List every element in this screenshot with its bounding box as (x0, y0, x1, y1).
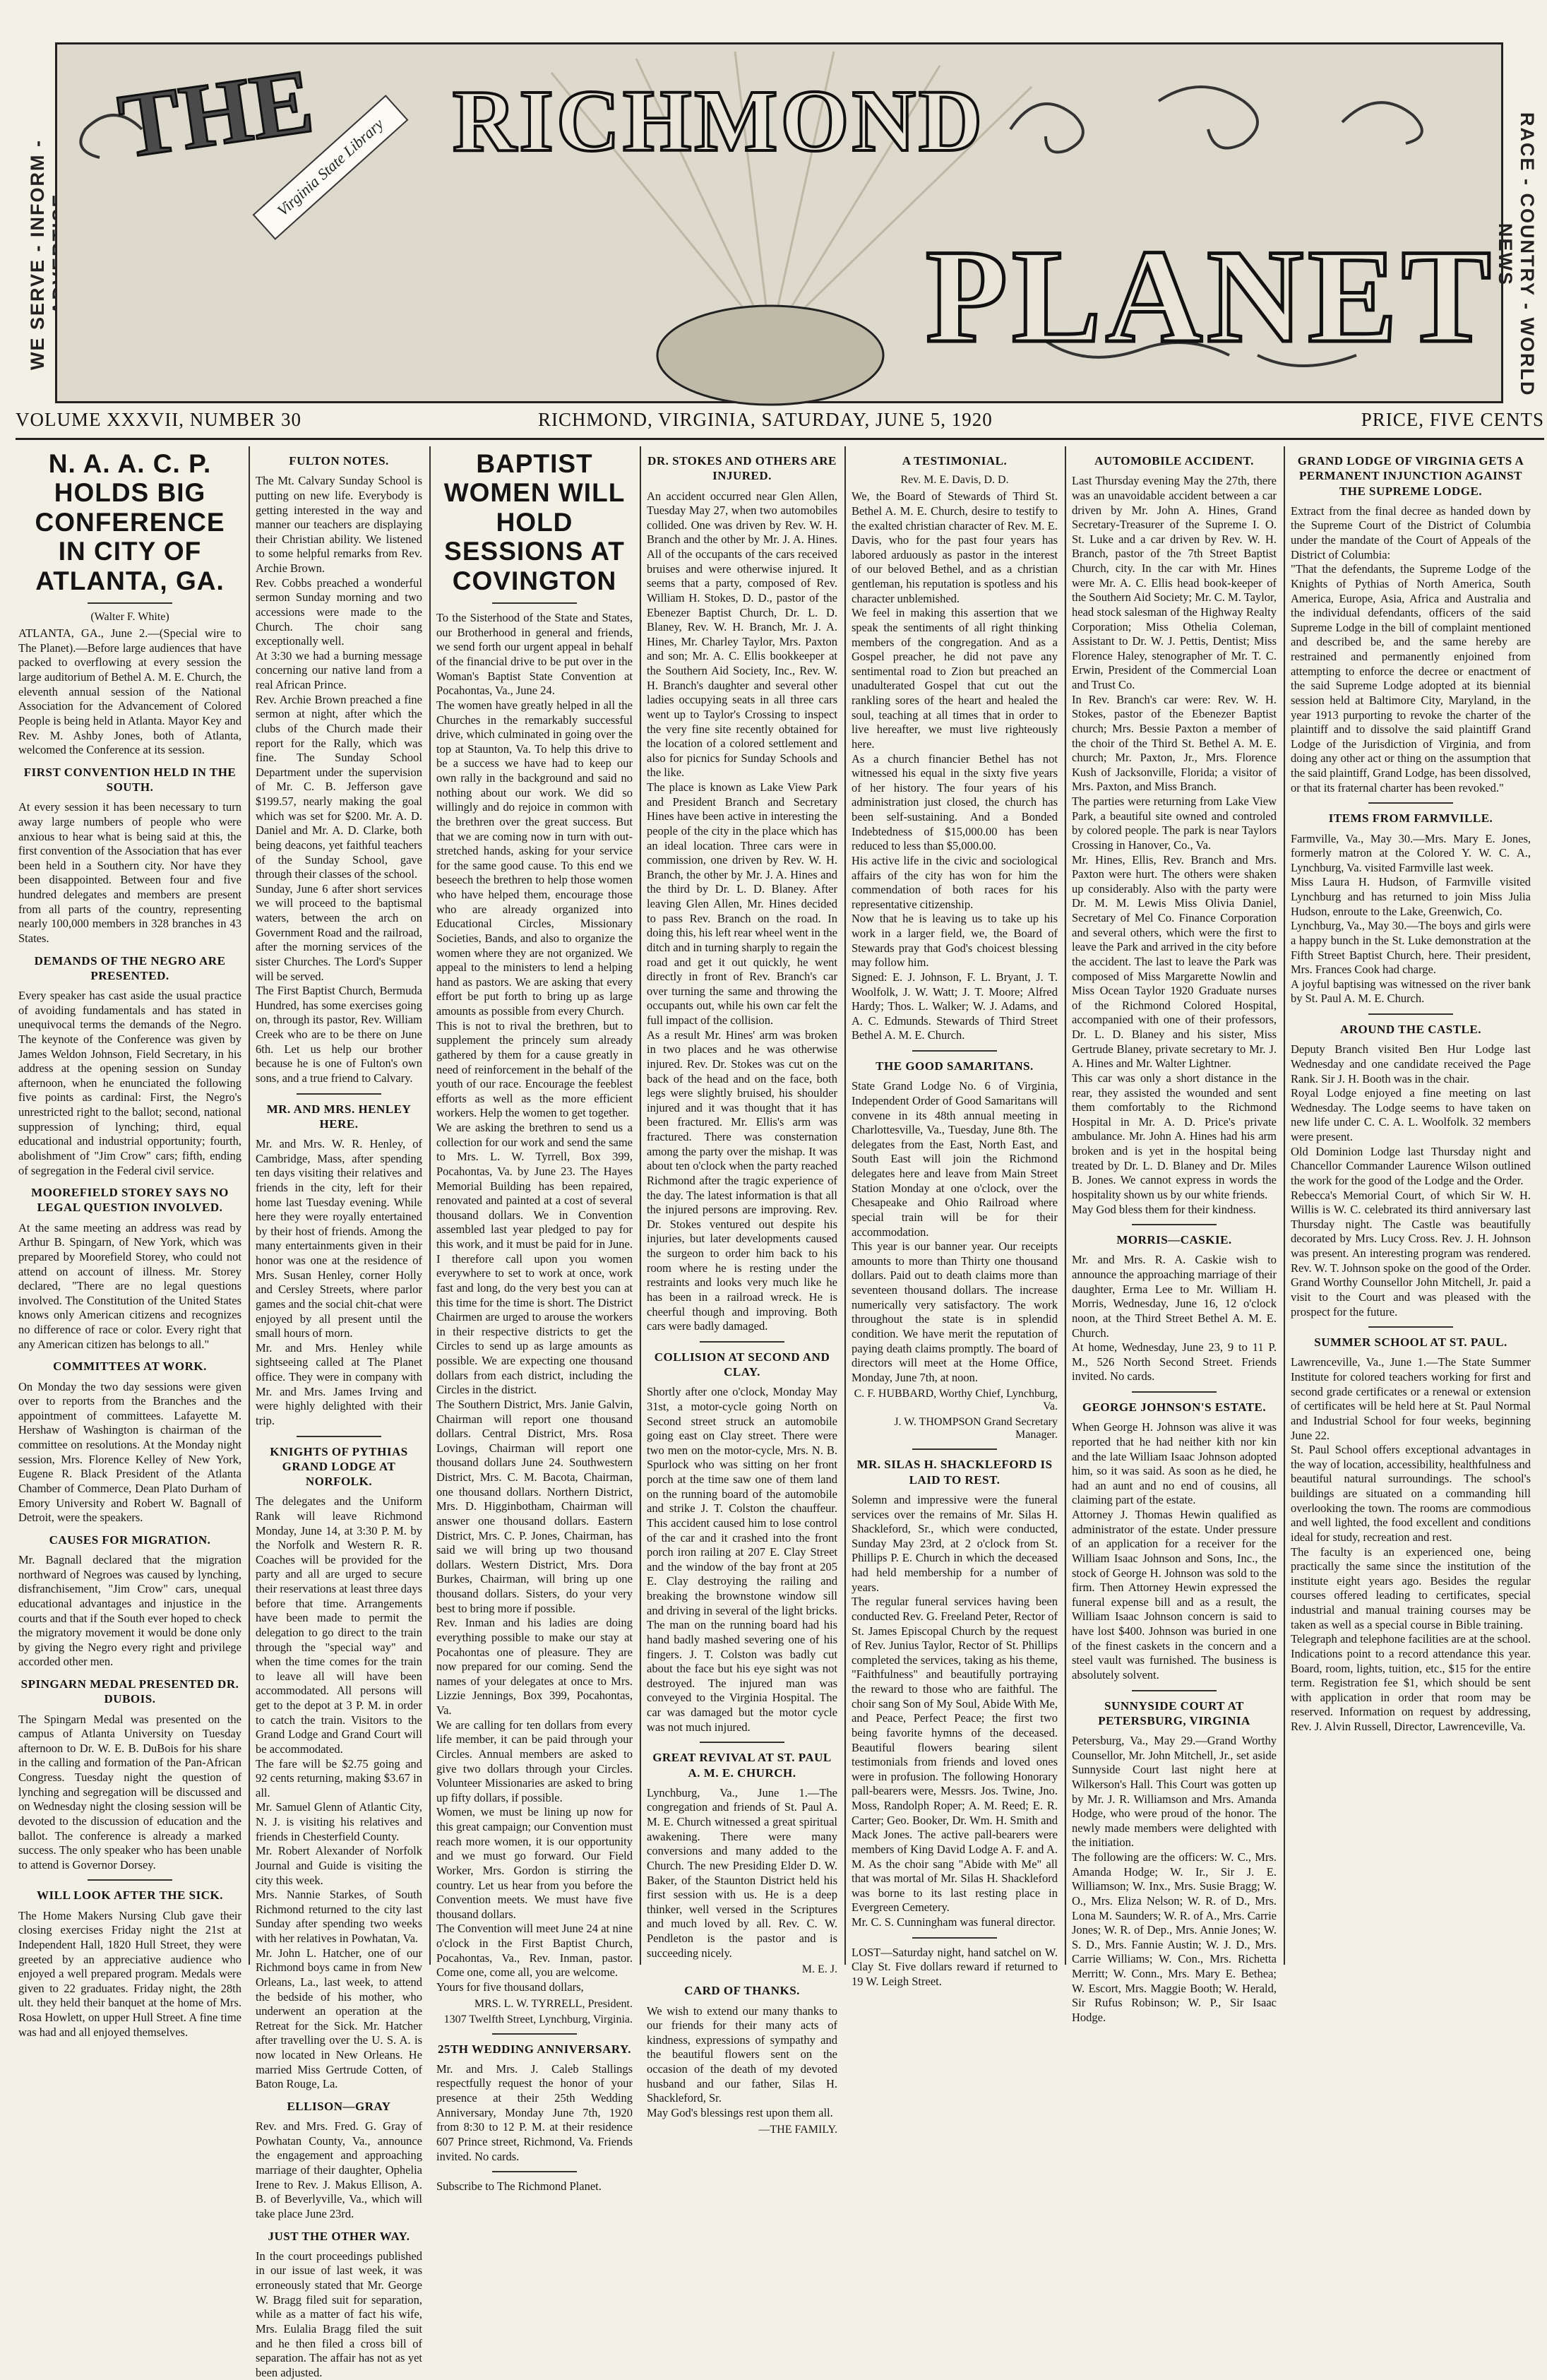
article-paragraph: This year is our banner year. Our receipts amounts to more than Thirty one thousand dollars. Paid out to death claims more than seventeen thousand dollars. The increase numerically very satisfactory. The work throughout the state is in splendid condition. We have merit the reputation of paying death claims promptly. The board of directors will meet at the Home Office, Monday, June 7th, at noon. (852, 1239, 1058, 1384)
article-paragraph: Rev. Archie Brown preached a fine sermon at night, after which the clubs of the Church made their report for the Rally, which was fine. The Sunday School Department under the supervision of Mr. C. B. Jefferson gave $199.57, nearly making the goal which was set for $200. Mr. A. D. Daniel and Mr. A. D. Clarke, both being deacons, yet faithful teachers of the Sunday School, gave through their classes of the school. (256, 692, 422, 881)
signature: C. F. HUBBARD, Worthy Chief, Lynchburg, Va. (854, 1388, 1058, 1413)
title-planet: PLANET (926, 222, 1495, 371)
article-heading: MR. SILAS H. SHACKLEFORD IS LAID TO REST. (856, 1458, 1053, 1487)
article-paragraph: The faculty is an experienced one, being practically the same since the institution of the institute eight years ago. Besides the regular courses offered leading to certificates, special industrial and manual training courses may be taken as well as a special course in Bible training. (1291, 1545, 1531, 1631)
place-and-date: RICHMOND, VIRGINIA, SATURDAY, JUNE 5, 1920 (538, 409, 993, 430)
column-rule (249, 446, 250, 1965)
divider (492, 602, 577, 604)
article-paragraph: This car was only a short distance in the rear, they assisted the wounded and sent them comfortably to the Richmond Hospital in Mr. A. D. Price's private ambulance. Mr. John A. Hines had his arm broken and is yet in the hospital being treated by Dr. L. D. Blaney and Dr. Miles B. Jones. We cannot express in words the hospitality shown us by our white friends. (1072, 1071, 1277, 1201)
dateline (16, 406, 1544, 436)
column-6 (1072, 446, 1277, 2024)
signature: —THE FAMILY. (758, 2123, 837, 2136)
article-paragraph: We feel in making this assertion that we speak the sentiments of all right thinking members of the congregation. And as a Gospel preacher, he did not pave any sentimental road to Zion but preached an unadulterated Gospel that cut out the rankling sores of the heart and healed the soul, teaching at all times that in order to live hereafter, we must live righteously here. (852, 606, 1058, 751)
signature-address: 1307 Twelfth Street, Lynchburg, Virginia. (443, 2013, 633, 2025)
article-paragraph: The place is known as Lake View Park and President Branch and Secretary Hines have been active in interesting the people of the city in the place which has an ideal location. Three cars were in commission, one driven by Rev. W. H. Branch, the other by Mr. J. A. Hines and the third by Dr. L. D. Blaney. After leaving Glen Allen, Mr. Hines decided to pass Rev. Branch on the road. In doing this, his left rear wheel went in the ditch and in turning sharply to regain the road and get it out quickly, he went directly in front of Rev. Branch's car over turning the same and throwing the occupants out, while his own car felt the full impact of the collision. (647, 780, 837, 1027)
article-paragraph: The Southern District, Mrs. Janie Galvin, Chairman will report one thousand dollars. Central District, Mrs. Rosa Lovings, Chairman will report one thousand dollars June 24. Southwestern District, Mrs. C. M. Bacota, Chairman, one thousand dollars. Northern District, Mrs. D. Higginbotham, Chairman will answer one thousand dollars. Eastern District, Mrs. C. P. Jones, Chairman, has said we will bring up two thousand dollars. Western District, Mrs. Dora Burkes, Chairman, will bring up one thousand dollars. Sisters, do your very best to bring more if possible. (436, 1397, 633, 1615)
column-rule (1065, 446, 1066, 1965)
article-paragraph: At home, Wednesday, June 23, 9 to 11 P. M., 526 North Second Street. Friends invited. No cards. (1072, 1340, 1277, 1384)
signature: M. E. J. (801, 1963, 837, 1976)
article-paragraph: An accident occurred near Glen Allen, Tuesday May 27, when two automobiles collided. One was driven by Rev. W. H. Branch and the other by Mr. J. A. Hines. All of the occupants of the cars received bruises and were otherwise injured. It seems that a party, composed of Rev. William H. Stokes, D. D., pastor of the Ebenezer Baptist Church, Dr. L. D. Blaney, Rev. W. H. Branch, Mr. J. A. Hines, Mr. Charley Taylor, Mrs. Paxton and son; Mr. A. C. Ellis bookkeeper at the Southern Aid Society, Inc., Rev. W. H. Branch's daughter and several other ladies occupying seats in all three cars went up to Taylor's Crossing to inspect the very fine site recently obtained for the location of a colored settlement and also for picnics for Sunday Schools and the like. (647, 489, 837, 780)
article-paragraph: Miss Laura H. Hudson, of Farmville visited Lynchburg and has returned to join Miss Julia Hudson, enroute to the Lake, Greenwich, Co. (1291, 875, 1531, 918)
column-rule (1284, 446, 1285, 1965)
article-heading: MR. AND MRS. HENLEY HERE. (266, 1102, 412, 1131)
divider (1368, 802, 1453, 804)
article-paragraph: The following are the officers: W. C., Mrs. Amanda Hodge; W. Ir., Sir J. E. Williamson; W. Inx., Mrs. Susie Bragg; W. O., Mrs. Eliza Nelson; W. R. of D., Mrs. Lona M. Saunders; W. R. of A., Mrs. Carrie Jones; W. R. of Dep., Mrs. Annie Jones; W. S. D., Mrs. Fannie Austin; W. J. D., Mrs. Carrie Williams; W. Con., Mrs. Richetta Merritt; W. Conn., Mrs. Mary E. Bethea; W. Escort, Mrs. Maggie Booth; W. Herald, Sir Rufus Robinson; W. P., Sir Isaac Hodge. (1072, 1850, 1277, 2024)
masthead-banner (55, 42, 1503, 403)
article-heading: SUNNYSIDE COURT AT PETERSBURG, VIRGINIA (1098, 1698, 1250, 1727)
article-paragraph: The Convention will meet June 24 at nine o'clock in the First Baptist Church, Pocahontas, Va., Rev. Inman, pastor. Come one, come all, you are welcome. (436, 1922, 633, 1980)
article-paragraph: A joyful baptising was witnessed on the river bank by St. Paul A. M. E. Church. (1291, 977, 1531, 1006)
article-paragraph: Last Thursday evening May the 27th, there was an unavoidable accident between a car driven by Mr. John A. Hines, Grand Secretary-Treasurer of the Supreme I. O. St. Luke and a car driven by Rev. W. H. Branch, pastor of the 7th Street Baptist Church, city. In the car with Mr. Hines were Mr. A. C. Ellis head book-keeper of the Southern Aid Society; Mr. C. M. Taylor, head stock salesman of the Highway Realty Corporation; Miss Othelia Coleman, Assistant to Dr. W. J. Pettis, Dentist; Miss Florence Haley, stenographer of Mr. T. C. Erwin, President of the Commercial Loan and Trust Co. (1072, 474, 1277, 691)
subheading: FIRST CONVENTION HELD IN THE SOUTH. (23, 765, 237, 795)
article-heading: GRAND LODGE OF VIRGINIA GETS A PERMANENT INJUNCTION AGAINST THE SUPREME LODGE. (1297, 454, 1524, 498)
article-paragraph: The First Baptist Church, Bermuda Hundred, has some exercises going on, through its pastor, Rev. William Creek who are to be there on June 6th. Let us help our brother because he is one of Fulton's own sons, and a true friend to Calvary. (256, 984, 422, 1085)
article-heading: MORRIS—CASKIE. (1116, 1233, 1232, 1247)
article-heading: THE GOOD SAMARITANS. (876, 1059, 1034, 1073)
divider (88, 1879, 172, 1881)
article-paragraph: The fare will be $2.75 going and 92 cents returning, making $3.67 in all. (256, 1756, 422, 1799)
article-paragraph: May God's blessings rest upon them all. (647, 2105, 833, 2119)
signature: J. W. THOMPSON Grand Secretary Manager. (894, 1416, 1058, 1441)
article-paragraph: His active life in the civic and sociological affairs of the city has won for him the commendation of both races for his representative citizenship. (852, 853, 1058, 911)
dateline-rule (16, 438, 1544, 440)
article-heading: ITEMS FROM FARMVILLE. (1328, 811, 1493, 826)
article-paragraph: Telegraph and telephone facilities are at the school. Indications point to a record attendance this year. Board, room, lights, tuition, etc., $15 for the entire term. Registration fee $1, which should be sent with application in order that room may be reserved. Information on request by addressing, Rev. J. Alvin Russell, Director, Lawrenceville, Va. (1291, 1632, 1531, 1733)
column-2 (256, 446, 422, 2379)
subheading: SPINGARN MEDAL PRESENTED DR. DUBOIS. (20, 1677, 239, 1706)
signature: MRS. L. W. TYRRELL, President. (474, 1997, 633, 2010)
divider (700, 1742, 784, 1743)
article-paragraph: To the Sisterhood of the State and States, our Brotherhood in general and friends, we send forth our urgent appeal in behalf of the financial drive to be put over in the Woman's Baptist State Convention at Pocahontas, Va., June 24. (436, 611, 633, 698)
divider (1132, 1224, 1217, 1225)
article-paragraph: We are asking the brethren to send us a collection for our work and send the same to Mrs. L. W. Tyrrell, Box 399, Pocahontas, Va. by June 23. The Hayes Memorial Building has been repaired, renovated and painted at a cost of several thousand dollars. We in Convention assembled last year pledged to pay for this work, and it must be paid for in June. I therefore call upon you women everywhere to set to work at once, work fast and long, do the very best you can at this time for the time is short. The District Chairmen are urged to arouse the workers in their respective districts to get the Circles to send up as large amounts as possible. We are expecting one thousand dollars from each district, including the Circles in the district. (436, 1121, 633, 1397)
article-paragraph: Rev. Inman and his ladies are doing everything possible to make our stay at Pocahontas one of pleasure. They are now prepared for our coming. Send the names of your delegates at once to Mrs. Lizzie Jennings, Box 399, Pocahontas, Va. (436, 1616, 633, 1718)
article-paragraph: We wish to extend our many thanks to our friends for their many acts of kindness, expressions of sympathy and the beautiful flowers sent on the occasion of the death of my devoted husband and our father, Silas H. Shackleford, Sr. (647, 2004, 837, 2105)
divider (297, 1436, 381, 1437)
divider (912, 1050, 997, 1052)
article-paragraph: The Mt. Calvary Sunday School is putting on new life. Everybody is getting interested in the way and manner our teachers are displaying their Christian ability. We listened to some helpful remarks from Rev. Archie Brown. (256, 474, 422, 575)
article-heading: AROUND THE CASTLE. (1340, 1023, 1481, 1036)
article-paragraph: Mr. Hines, Ellis, Rev. Branch and Mrs. Paxton were hurt. The others were shaken up considerably. Also with the party were Dr. M. M. Lewis Miss Olivia Daniel, Secretary of Mel Co. Finance Corporation and several others, which were the first to leave the Park and arrived in the city before the accident. The last to leave the Park was composed of Miss Margarette Nowlin and Miss Ocean Taylor 1920 Graduate nurses of the Richmond Colored Hospital, accompanied with one of their professors, Dr. L. D. Blaney and his sister, Miss Gertrude Blaney, private secretary to Mr. J. A. Hines and Mr. Walter Lightner. (1072, 852, 1277, 1071)
divider (1368, 1013, 1453, 1015)
title-the: THE (112, 49, 319, 178)
article-paragraph: Rev. Cobbs preached a wonderful sermon Sunday morning and two accessions were made to the Church. The choir sang exceptionally well. (256, 576, 422, 648)
article-paragraph: St. Paul School offers exceptional advantages in the way of location, accessibility, healthfulness and beautiful natural surroundings. The school's buildings are situated on a commanding hill overlooking the town. The rooms are commodious and well lighted, the food excellent and conditions ideal for study, recreation and rest. (1291, 1443, 1531, 1544)
article-paragraph: Attorney J. Thomas Hewin qualified as administrator of the estate. Under pressure of an application for a receiver for the William Isaac Johnson and Sons, Inc., the stock of George H. Johnson was sold to the firm. Then Attorney Hewin expressed the funeral expense bill and as a result, the William Isaac Johnson concern is said to have lost $400. Johnson was buried in one of the finest caskets in the concern and a steel vault was furnished. The business is absolutely solvent. (1072, 1508, 1277, 1682)
article-paragraph: As a result Mr. Hines' arm was broken in two places and he was otherwise injured. Rev. Dr. Stokes was cut on the back of the head and on the face, both legs were slightly bruised, his shoulder injured and it was thought that it has been fractured. Mr. Ellis's arm was fractured. There was consternation among the party over the mishap. It was about ten o'clock when the party reached Richmond after the tragic experience of the day. The latest information is that all the injured persons are improving. Rev. Dr. Stokes ventured out despite his injuries, but later developments caused the surgeon to order him back to his room where he is resting under the restraints and looks very much like he has been in a railroad wreck. He is cheerful though and improving. Both cars were badly damaged. (647, 1028, 837, 1333)
headline-baptist-women: BAPTIST WOMEN WILL HOLD SESSIONS AT COVINGTON (443, 449, 626, 595)
article-paragraph: Mr. Samuel Glenn of Atlantic City, N. J. is visiting his relatives and friends in Chesterfield County. (256, 1800, 422, 1843)
library-stamp: Virginia State Library (253, 95, 409, 240)
subheading: DEMANDS OF THE NEGRO ARE PRESENTED. (34, 953, 226, 982)
article-paragraph: Mrs. Nannie Starkes, of South Richmond returned to the city last Sunday after spending two weeks with her relatives in Powhatan, Va. (256, 1888, 422, 1945)
article-paragraph: Mr. and Mrs. Henley while sightseeing called at The Planet office. They were in company with Mr. and Mrs. James Irving and were highly delighted with their trip. (256, 1340, 422, 1427)
article-paragraph: The regular funeral services having been conducted Rev. G. Freeland Peter, Rector of St. James Episcopal Church by the request of Rev. Junius Taylor, Rector of St. Phillips completed the services, taking as his theme, "Faithfulness" and beautifully portraying the reward to those who are faithful. The choir sang Son of My Soul, Abide With Me, and Peace, Perfect Peace; the first two being favorite hymns of the deceased. Beautiful flowers bearing silent testimonials from friends and loved ones were in profusion. The following Honorary pall-bearers were, Messrs. Jos. Twine, Jno. Moss, Randolph Roper; A. M. Reed; E. R. Carter; Geo. Booker, Dr. Wm. H. Smith and Mack Jones. The active pall-bearers were members of King David Lodge A. F. and A. M. As the choir sang "Abide with Me" all that was mortal of Mr. Silas H. Shackleford was borne to its last resting place in Evergreen Cemetery. (852, 1595, 1058, 1915)
article-paragraph: Women, we must be lining up now for this great campaign; our Convention must reach more women, it is our opportunity and we must go forward. Our Field Worker, Mrs. Gordon is stirring the country. Let us hear from you before the Convention meets. We must have five thousand dollars. (436, 1805, 633, 1921)
divider (1368, 1326, 1453, 1328)
article-heading: GREAT REVIVAL AT ST. PAUL A. M. E. CHURCH. (652, 1751, 832, 1780)
byline: Rev. M. E. Davis, D. D. (900, 474, 1009, 487)
subheading: WILL LOOK AFTER THE SICK. (37, 1888, 223, 1903)
article-paragraph: The delegates and the Uniform Rank will leave Richmond Monday, June 14, at 3:30 P. M. by the Norfolk and Western R. R. Coaches will be provided for the party and all are urged to secure their reservations at least three days before that time. Arrangements have been made to permit the delegation to go direct to the train through the "special way" and when the time comes for the train to leave all will have been accommodated. All persons will get to the depot at 3 P. M. in order to catch the train. Visitors to the Grand Lodge and Grand Court will be accommodated. (256, 1494, 422, 1756)
article-paragraph: Every speaker has cast aside the usual practice of avoiding fundamentals and has stated in unequivocal terms the demands of the Negro. The keynote of the Conference was given by James Weldon Johnson, Field Secretary, in his address at the opening session on Sunday afternoon, when he enunciated the following five points as cardinal: First, the Negro's unrestricted right to the ballot; second, national suppression of lynching; third, equal educational and industrial opportunity; fourth, abolishment of "Jim Crow" cars; fifth, ending of segregation in the Federal civil service. (18, 989, 241, 1177)
subheading: CAUSES FOR MIGRATION. (49, 1533, 211, 1547)
article-heading: AUTOMOBILE ACCIDENT. (1094, 454, 1254, 468)
article-paragraph: We, the Board of Stewards of Third St. Bethel A. M. E. Church, desire to testify to the exalted christian character of Rev. M. E. Davis, who for the past four years has labored arduously as pastor in the interest of our beloved Bethel, and as a christian gentleman, his reputation is spotless and his character unblemished. (852, 489, 1058, 605)
article-paragraph: Solemn and impressive were the funeral services over the remains of Mr. Silas H. Shackleford, Sr., which were conducted, Sunday May 23rd, at 2 o'clock from St. Phillips P. E. Church in which the deceased had held membership for a number of years. (852, 1492, 1058, 1594)
article-paragraph: Mr. Bagnall declared that the migration northward of Negroes was caused by lynching, disfranchisement, "Jim Crow" cars, unequal educational advantages and injustice in the courts and that if the South ever hoped to check the migratory movement it would be done only by giving the Negro every right and privilege accorded other men. (18, 1553, 241, 1669)
article-paragraph: Sunday, June 6 after short services we will proceed to the baptismal waters, between the arch on Government Road and the railroad, after the morning services of the sister Churches. The Lord's Supper will be served. (256, 881, 422, 983)
divider (297, 1093, 381, 1095)
article-paragraph: State Grand Lodge No. 6 of Virginia, Independent Order of Good Samaritans will convene in its 48th annual meeting in Charlottesville, Va., Tuesday, June 8th. The delegates from the East, North East, and South East will join the Richmond delegates here and leave from Main Street Station Monday at one o'clock, over the Chesapeake and Ohio Railroad where special train will be for their accommodation. (852, 1079, 1058, 1239)
divider (1132, 1391, 1217, 1393)
article-paragraph: Now that he is leaving us to take up his work in a larger field, we, the Board of Stewards pray that God's choicest blessing may follow him. (852, 912, 1058, 970)
column-3 (436, 446, 633, 2194)
article-paragraph: Signed: E. J. Johnson, F. L. Bryant, J. T. Woolfolk, J. W. Watt; J. T. Moore; Alfred Hardy; Thos. L. Walker; W. J. Adams, and A. C. Edmunds. Stewards of Third Street Bethel A. M. E. Church. (852, 970, 1058, 1042)
article-paragraph: Old Dominion Lodge last Thursday night and Chancellor Commander Laurence Wilson outlined the work for the good of the Lodge and the Order. (1291, 1144, 1531, 1187)
divider (912, 1937, 997, 1939)
column-rule (844, 446, 846, 1965)
article-paragraph: We are calling for ten dollars from every life member, it can be paid through your Circles. Annual members are asked to give two dollars through your Circles. Volunteer Missionaries are asked to bring up fifty dollars, if possible. (436, 1718, 633, 1804)
column-5 (852, 446, 1058, 1988)
article-heading: A TESTIMONIAL. (902, 454, 1008, 468)
article-paragraph: At every session it has been necessary to turn away large numbers of people who were anxious to hear what is being said at this, the first convention of the Association that has ever been held in a Southern city. Nor have they been disappointed. Between four and five hundred delegates and members are present from all parts of the country, representing nearly 100,000 members in 328 branches in 43 States. (18, 800, 241, 945)
article-paragraph: Mr. Robert Alexander of Norfolk Journal and Guide is visiting the city this week. (256, 1844, 422, 1887)
article-paragraph: Lynchburg, Va., June 1.—The congregation and friends of St. Paul A. M. E. Church witnessed a great spiritual awakening. There were many conversions and many added to the Church. The new Presiding Elder D. W. Baker, of the Staunton District held his first session with us. He is a deep thinker, well versed in the Scriptures and much loved by all. Rev. C. W. Pendleton is the pastor and is succeeding nicely. (647, 1785, 837, 1960)
article-paragraph: Farmville, Va., May 30.—Mrs. Mary E. Jones, formerly matron at the Colored Y. W. C. A., Lynchburg, Va. visited Farmville last week. (1291, 831, 1531, 874)
divider (492, 2033, 577, 2035)
divider (1132, 1690, 1217, 1691)
article-paragraph: Petersburg, Va., May 29.—Grand Worthy Counsellor, Mr. John Mitchell, Jr., set aside Sunnyside Court last night here at Wilkerson's Hall. This Court was gotten up by Mr. J. R. Williamson and Mrs. Amanda Hodge, who were proud of the honor. The newly made members were delighted with the initiation. (1072, 1734, 1277, 1850)
planet-globe (657, 306, 883, 405)
article-heading: JUST THE OTHER WAY. (268, 2229, 410, 2243)
article-paragraph: In the court proceedings published in our issue of last week, it was erroneously stated that Mr. George W. Bragg filed suit for separation, while as a matter of fact his wife, Mrs. Eulalia Bragg filed the suit and he then filed a cross bill of separation. The affair has not as yet been adjusted. (256, 2249, 422, 2379)
column-4 (647, 446, 837, 2136)
article-paragraph: Mr. and Mrs. J. Caleb Stallings respectfully request the honor of your presence at their 25th Wedding Anniversary, Monday June 7th, 1920 from 8:30 to 12 P. M. at their residence 607 Prince street, Richmond, Va. Friends invited. No cards. (436, 2061, 633, 2163)
divider (492, 2171, 577, 2172)
article-paragraph: At 3:30 we had a burning message concerning our native land from a real African Prince. (256, 648, 422, 691)
title-richmond: RICHMOND (453, 73, 986, 170)
article-paragraph: ATLANTA, GA., June 2.—(Special wire to The Planet).—Before large audiences that have packed to overflowing at every session the large auditorium of Bethel A. M. E. Church, the eleventh annual session of the National Association for the Advancement of Colored People is being held in Atlanta. Mayor Key and Rev. M. Ashby Jones, both of Atlanta, welcomed the Conference at its session. (18, 626, 241, 757)
article-paragraph: Shortly after one o'clock, Monday May 31st, a motor-cycle going North on Second street struck an automobile going east on Clay street. There were two men on the motor-cycle, Mrs. N. B. Spurlock who was sitting on her front porch at the time saw one of them land on the running board of the automobile and strike J. T. Colston the chauffeur. This accident caused him to lose control of the car and it crashed into the front porch iron railing at 207 E. Clay Street and the window of the bay front at 205 E. Clay destroying the railing and breaking the brownstone window sill and driving in several of the light bricks. The man on the running board had his hand badly mashed severing one of his fingers. J. T. Colston was badly cut about the face but his eye sight was not destroyed. The injured man was conveyed to the Virginia Hospital. The car was damaged but the motor cycle was not much injured. (647, 1385, 837, 1734)
article-paragraph: Rev. and Mrs. Fred. G. Gray of Powhatan County, Va., announce the engagement and approaching marriage of their daughter, Ophelia Irene to Rev. J. Makus Ellison, A. B. of Beverlyville, Va., which will take place June 23rd. (256, 2119, 422, 2220)
article-paragraph: Mr. John L. Hatcher, one of our Richmond boys came in from New Orleans, La., last week, to attend the bedside of his mother, who underwent an operation at the Retreat for the Sick. Mr. Hatcher after travelling over the U. S. A. is now located in New Orleans. He married Miss Gertrude Cotten, of Baton Rouge, La. (256, 1946, 422, 2091)
article-paragraph: Yours for five thousand dollars, (436, 1980, 584, 1994)
price: PRICE, FIVE CENTS (1361, 409, 1544, 430)
article-paragraph: As a church financier Bethel has not witnessed his equal in the sixty five years of her history. The four years of his administration just closed, the church has been self-sustaining. And a Bonded Indebtedness of $15,000.00 has been reduced to less than $5,000.00. (852, 751, 1058, 853)
subheading: MOOREFIELD STOREY SAYS NO LEGAL QUESTION INVOLVED. (31, 1186, 229, 1215)
lost-notice: LOST—Saturday night, hand satchel on W. Clay St. Five dollars reward if returned to 19 W. Leigh Street. (852, 1945, 1058, 1988)
article-paragraph: "That the defendants, the Supreme Lodge of the Knights of Pythias of North America, South America, Europe, Asia, Africa and Australia and the individual defendants, officers of the said Supreme Lodge in the bill of complaint mentioned and described be, and the same hereby are restrained and permanently enjoined from attempting to enforce the decree or enactment of the said Supreme Lodge adopted at its biennial session held at Baltimore City, Maryland, in the year 1913 purporting to revoke the charter of the plaintiff and to dissolve the said plaintiff Grand Lodge of the Jurisdiction of Virginia, and from doing any other act or thing on the assumption that the said plaintiff, Grand Lodge, has been dissolved, or that its fraternal charter has been revoked." (1291, 562, 1531, 795)
article-paragraph: The Spingarn Medal was presented on the campus of Atlanta University on Tuesday afternoon to Dr. W. E. B. DuBois for his share in the calling and formation of the Pan-African Congress. Tuesday night the question of lynching and segregation will be discussed and on Wednesday night the closing session will be devoted to the discussion of education and the ballot. The conference is already a marked success. The only speaker who has been unable to attend is Governor Dorsey. (18, 1712, 241, 1872)
article-heading: SUMMER SCHOOL AT ST. PAUL. (1314, 1335, 1507, 1350)
article-paragraph: On Monday the two day sessions were given over to reports from the Branches and the appointment of committees. Lafayette M. Hershaw of Washington is chairman of the committee on resolutions. At the Monday night session, Mrs. Florence Kelley of New York, Eugene R. Black President of the Atlanta Chamber of Commerce, Dean Plato Durham of Emory University and Robert W. Bagnall of Detroit, were the speakers. (18, 1379, 241, 1525)
article-heading: KNIGHTS OF PYTHIAS GRAND LODGE AT NORFOLK. (270, 1444, 408, 1488)
article-heading: FULTON NOTES. (289, 454, 389, 468)
divider (700, 1341, 784, 1343)
article-paragraph: Royal Lodge enjoyed a fine meeting on last Wednesday. The Lodge seems to have taken on new life under C. C. A. L. Woolfolk. 32 members were present. (1291, 1086, 1531, 1143)
article-paragraph: May God bless them for their kindness. (1072, 1202, 1256, 1216)
motto-left: WE SERVE - INFORM - (27, 138, 48, 370)
article-paragraph: Mr. and Mrs. R. A. Caskie wish to announce the approaching marriage of their daughter, Erma Lee to Mr. William H. Morris, Wednesday, June 16, 12 o'clock noon, at the Third Street Bethel A. M. E. Church. (1072, 1253, 1277, 1340)
article-paragraph: Lawrenceville, Va., June 1.—The State Summer Institute for colored teachers working for first and second grade certificates or a renewal or extension of certificates will be held here at St. Paul Normal and Industrial School for four weeks, beginning June 22. (1291, 1355, 1531, 1442)
column-7 (1291, 446, 1531, 1965)
subscribe-notice: Subscribe to The Richmond Planet. (436, 2179, 602, 2194)
article-paragraph: The Home Makers Nursing Club gave their closing exercises Friday night the 21st at Independent Hall, 1820 Hull Street, they were greeted by an appreciative audience who enjoyed a well prepared program. Medals were given to 22 graduates. Friday night, the 28th ult. they held their banquet at the home of Mrs. Rosa Howlett, on upper Hull Street. A fine time was had and all enjoyed themselves. (18, 1908, 241, 2039)
article-heading: CARD OF THANKS. (684, 1984, 800, 1998)
subheading: COMMITTEES AT WORK. (53, 1359, 207, 1374)
article-heading: GEORGE JOHNSON'S ESTATE. (1082, 1400, 1267, 1414)
article-paragraph: Extract from the final decree as handed down by the Supreme Court of the District of Columbia under the mandate of the Court of Appeals of the District of Columbia: (1291, 504, 1531, 561)
masthead (27, 35, 1545, 403)
article-paragraph: In Rev. Branch's car were: Rev. W. H. Stokes, pastor of the Ebenezer Baptist church; Mrs. Bessie Paxton a member of the choir of the Third St. Bethel A. M. E. church; Mr. Paxton, Jr., Mrs. Florence Kush of Jacksonville, Florida; a visitor of Mrs. Paxton, and Miss Branch. (1072, 692, 1277, 794)
article-paragraph: Deputy Branch visited Ben Hur Lodge last Wednesday and one candidate received the Page Rank. Sir J. H. Booth was in the chair. (1291, 1042, 1531, 1085)
divider (88, 602, 172, 604)
article-paragraph: When George H. Johnson was alive it was reported that he had neither kith nor kin and the late William Isaac Johnson adopted him, so it was said. As soon as he died, he had an aunt and no end of cousins, all claiming part of the estate. (1072, 1420, 1277, 1507)
article-paragraph: The women have greatly helped in all the Churches in the remarkably successful drive, which culminated in going over the top at Staunton, Va. To help this drive to be a success we have had to keep our own rally in the background and said no nothing about our work. We did so willingly and do rejoice in common with the brethren over the great success. But that we are coming now in turn with out-stretched hands, asking for your service for the same good cause. To this end we beseech the brethren to help those women who have helped them, encourage those who are already organized into Educational Circles, Missionary Societies, Bands, and also to organize the women where they are not organized. We appeal to the ministers to lend a helping hand as pastors. We are asking that every effort be put forth to bring up as large amounts as possible from every Church. (436, 698, 633, 1018)
article-heading: 25TH WEDDING ANNIVERSARY. (437, 2042, 632, 2056)
headline-naacp: N. A. A. C. P. HOLDS BIG CONFERENCE IN CITY OF ATLANTA, GA. (35, 449, 225, 595)
article-paragraph: At the same meeting an address was read by Arthur B. Spingarn, of New York, which was prepared by Moorefield Storey, who could not attend on account of illness. Mr. Storey declared, "There are no legal questions involved. The Constitution of the United States knows only American citizens and recognizes no difference of race or color. Every right that any American citizen has belongs to all." (18, 1220, 241, 1351)
article-paragraph: Lynchburg, Va., May 30.—The boys and girls were a happy bunch in the St. Luke demonstration at the Fifth Street Baptist Church, here. Their president, Mrs. Frances Cook had charge. (1291, 919, 1531, 977)
article-paragraph: Mr. C. S. Cunningham was funeral director. (852, 1915, 1056, 1929)
byline: (Walter F. White) (90, 611, 169, 624)
motto-right: RACE - COUNTRY - WORLD NEWS (1495, 112, 1538, 397)
article-heading: COLLISION AT SECOND AND CLAY. (654, 1350, 830, 1379)
column-rule (429, 446, 431, 1965)
article-paragraph: This is not to rival the brethren, but to supplement the princely sum already gathered by them for a cause greatly in need of reinforcement in the behalf of the youth of our race. Encourage the feeblest efforts as well as the more efficient workers. Help the women to get together. (436, 1018, 633, 1120)
article-heading: ELLISON—GRAY (287, 2099, 391, 2113)
article-paragraph: The parties were returning from Lake View Park, a beautiful site owned and controled by colored people. The park is near Taylors Crossing in Hanover, Co., Va. (1072, 795, 1277, 852)
divider (912, 1448, 997, 1450)
article-paragraph: Mr. and Mrs. W. R. Henley, of Cambridge, Mass, after spending ten days visiting their relatives and friends in the city, left for their home last Tuesday evening. While here they were royally entertained by their host of friends. Among the many entertainments given in their honor was one at the residence of Mrs. Susan Henley, corner Holly and Cersley Streets, where parlor games and the social chit-chat were enjoyed by all present until the small hours of morn. (256, 1137, 422, 1340)
article-paragraph: Rebecca's Memorial Court, of which Sir W. H. Willis is W. C. celebrated its third anniversary last Thursday night. The Castle was beautifully decorated by Mrs. Lucy Cross. Rev. J. H. Johnson was present. An interesting program was rendered. Rev. W. T. Johnson spoke on the good of the Order. Grand Worthy Counsellor John Mitchell, Jr. paid a visit to the Court and was pleased with the prospect for the future. (1291, 1188, 1531, 1319)
volume-number: VOLUME XXXVII, NUMBER 30 (16, 409, 301, 430)
article-heading: DR. STOKES AND OTHERS ARE INJURED. (647, 454, 837, 483)
column-rule (640, 446, 641, 1965)
column-1 (18, 446, 241, 2039)
